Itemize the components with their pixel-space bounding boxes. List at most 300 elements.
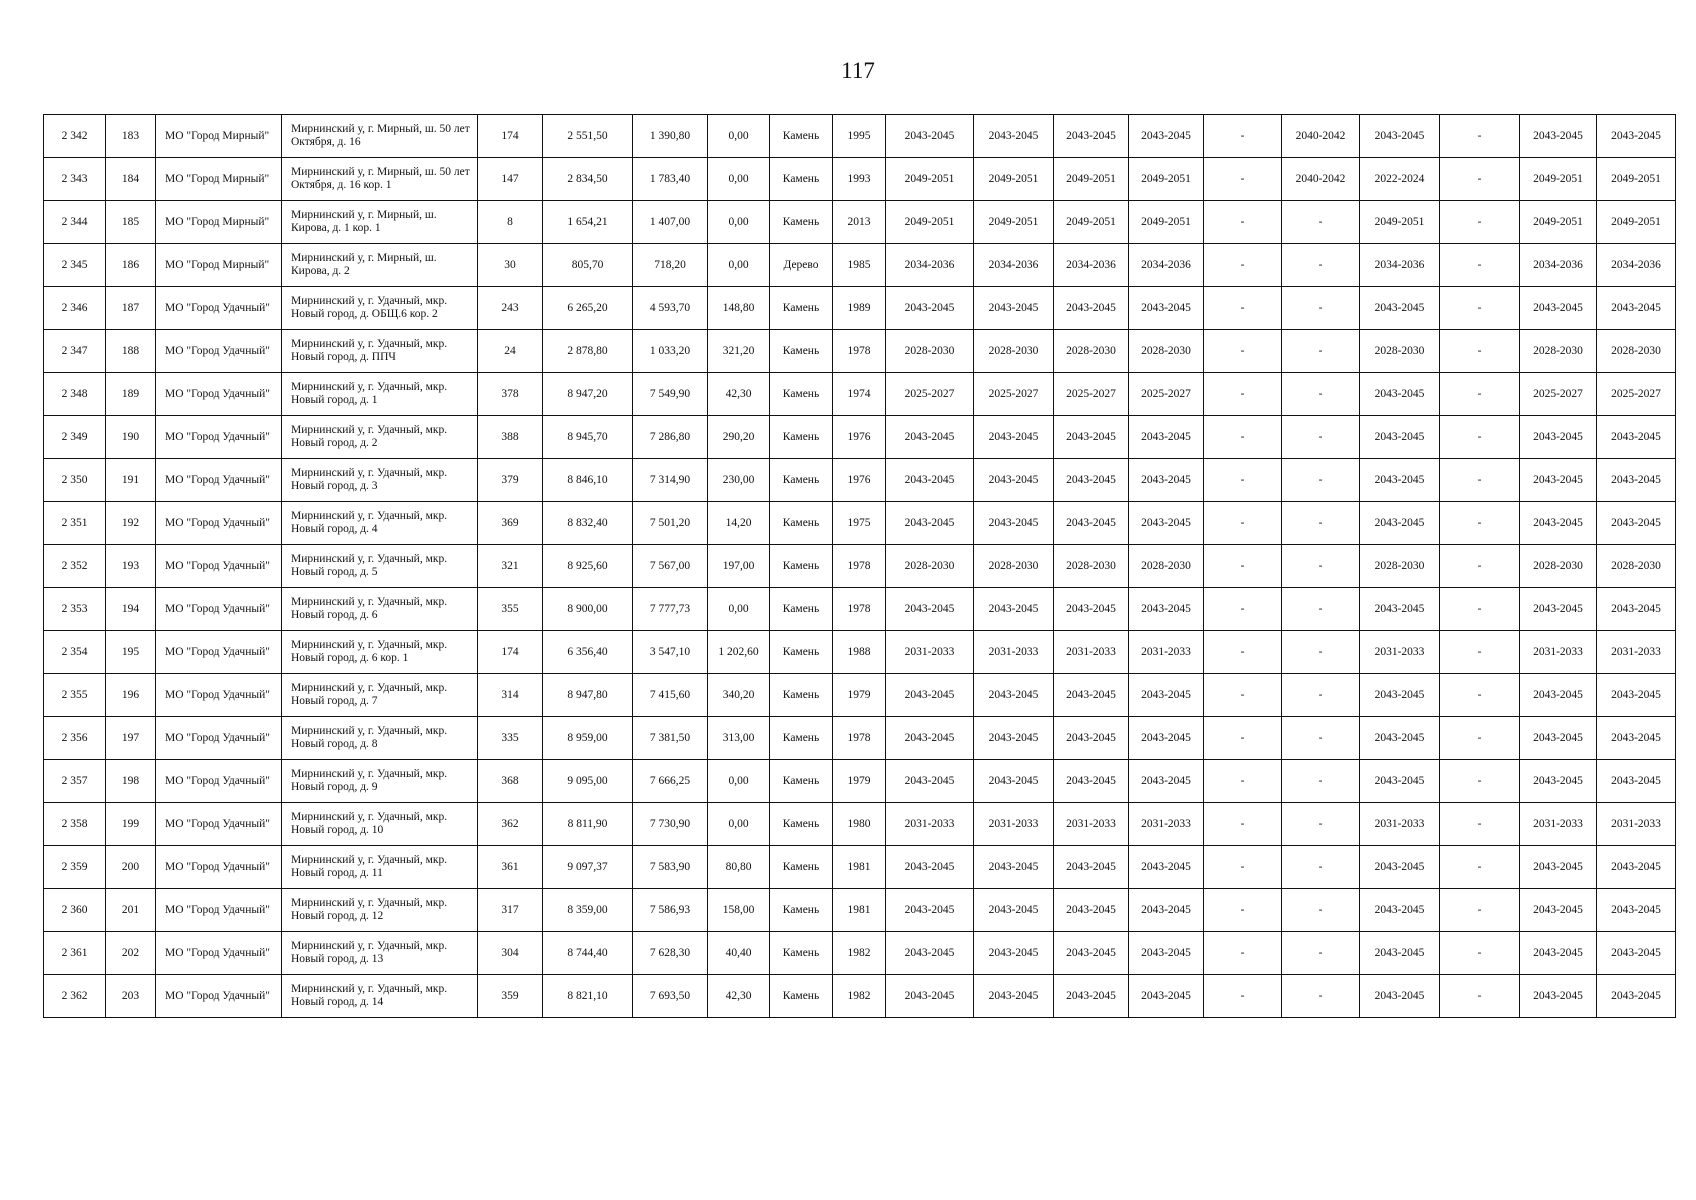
- housing-register-table: [43, 114, 1676, 1018]
- cell-residents: 335: [478, 717, 543, 760]
- cell-address: Мирнинский у, г. Удачный, мкр. Новый город, д. 6: [282, 588, 478, 631]
- cell-address: Мирнинский у, г. Удачный, мкр. Новый город, д. 10: [282, 803, 478, 846]
- cell-period-1: 2034-2036: [886, 244, 974, 287]
- cell-record-number: 2 346: [44, 287, 106, 330]
- cell-nonresidential-area: 0,00: [708, 803, 770, 846]
- cell-address: Мирнинский у, г. Удачный, мкр. Новый город, д. ППЧ: [282, 330, 478, 373]
- cell-period-9: 2043-2045: [1520, 846, 1597, 889]
- cell-period-8: -: [1440, 803, 1520, 846]
- cell-period-9: 2025-2027: [1520, 373, 1597, 416]
- cell-period-5: -: [1204, 115, 1282, 158]
- cell-period-2: 2025-2027: [974, 373, 1054, 416]
- cell-residents: 359: [478, 975, 543, 1018]
- cell-period-7: 2043-2045: [1360, 846, 1440, 889]
- cell-period-3: 2043-2045: [1054, 760, 1129, 803]
- cell-residents: 24: [478, 330, 543, 373]
- cell-period-4: 2043-2045: [1129, 975, 1204, 1018]
- cell-period-6: -: [1282, 502, 1360, 545]
- cell-period-3: 2043-2045: [1054, 889, 1129, 932]
- cell-period-4: 2043-2045: [1129, 674, 1204, 717]
- cell-wall-material: Камень: [770, 760, 833, 803]
- cell-nonresidential-area: 42,30: [708, 975, 770, 1018]
- cell-year-built: 1981: [833, 889, 886, 932]
- cell-period-3: 2043-2045: [1054, 588, 1129, 631]
- cell-period-8: -: [1440, 760, 1520, 803]
- cell-residents: 379: [478, 459, 543, 502]
- table-row: [44, 760, 1676, 803]
- cell-period-6: -: [1282, 588, 1360, 631]
- cell-period-6: -: [1282, 459, 1360, 502]
- cell-record-number: 2 362: [44, 975, 106, 1018]
- cell-period-2: 2043-2045: [974, 975, 1054, 1018]
- cell-period-2: 2043-2045: [974, 502, 1054, 545]
- cell-period-1: 2043-2045: [886, 889, 974, 932]
- cell-year-built: 2013: [833, 201, 886, 244]
- cell-period-5: -: [1204, 932, 1282, 975]
- cell-nonresidential-area: 0,00: [708, 244, 770, 287]
- cell-period-4: 2043-2045: [1129, 760, 1204, 803]
- cell-record-number: 2 357: [44, 760, 106, 803]
- cell-residents: 174: [478, 115, 543, 158]
- cell-period-5: -: [1204, 588, 1282, 631]
- cell-residents: 368: [478, 760, 543, 803]
- cell-total-area: 2 878,80: [543, 330, 633, 373]
- cell-local-number: 191: [106, 459, 156, 502]
- cell-nonresidential-area: 313,00: [708, 717, 770, 760]
- cell-period-5: -: [1204, 717, 1282, 760]
- cell-year-built: 1982: [833, 975, 886, 1018]
- cell-period-9: 2043-2045: [1520, 932, 1597, 975]
- cell-record-number: 2 356: [44, 717, 106, 760]
- cell-period-10: 2028-2030: [1597, 545, 1676, 588]
- cell-wall-material: Камень: [770, 674, 833, 717]
- cell-period-7: 2043-2045: [1360, 502, 1440, 545]
- cell-living-area: 7 777,73: [633, 588, 708, 631]
- cell-municipality: МО "Город Удачный": [156, 287, 282, 330]
- table-row: [44, 631, 1676, 674]
- cell-record-number: 2 358: [44, 803, 106, 846]
- cell-period-4: 2049-2051: [1129, 201, 1204, 244]
- cell-period-6: -: [1282, 545, 1360, 588]
- cell-period-7: 2049-2051: [1360, 201, 1440, 244]
- cell-municipality: МО "Город Удачный": [156, 545, 282, 588]
- cell-period-1: 2043-2045: [886, 932, 974, 975]
- cell-municipality: МО "Город Удачный": [156, 502, 282, 545]
- cell-period-8: -: [1440, 244, 1520, 287]
- cell-local-number: 194: [106, 588, 156, 631]
- cell-nonresidential-area: 197,00: [708, 545, 770, 588]
- cell-period-8: -: [1440, 545, 1520, 588]
- cell-period-10: 2049-2051: [1597, 158, 1676, 201]
- cell-period-8: -: [1440, 502, 1520, 545]
- cell-nonresidential-area: 0,00: [708, 760, 770, 803]
- cell-living-area: 7 666,25: [633, 760, 708, 803]
- cell-period-7: 2031-2033: [1360, 803, 1440, 846]
- cell-period-5: -: [1204, 889, 1282, 932]
- table-row: [44, 674, 1676, 717]
- cell-total-area: 9 095,00: [543, 760, 633, 803]
- cell-period-6: -: [1282, 330, 1360, 373]
- cell-period-9: 2043-2045: [1520, 459, 1597, 502]
- cell-period-3: 2043-2045: [1054, 115, 1129, 158]
- cell-period-4: 2043-2045: [1129, 287, 1204, 330]
- cell-period-7: 2043-2045: [1360, 373, 1440, 416]
- cell-period-2: 2043-2045: [974, 932, 1054, 975]
- cell-address: Мирнинский у, г. Удачный, мкр. Новый город, д. 9: [282, 760, 478, 803]
- cell-period-1: 2031-2033: [886, 803, 974, 846]
- cell-period-4: 2031-2033: [1129, 631, 1204, 674]
- cell-period-5: -: [1204, 244, 1282, 287]
- cell-total-area: 1 654,21: [543, 201, 633, 244]
- cell-period-3: 2043-2045: [1054, 674, 1129, 717]
- cell-period-8: -: [1440, 459, 1520, 502]
- cell-year-built: 1978: [833, 717, 886, 760]
- cell-period-2: 2043-2045: [974, 459, 1054, 502]
- cell-local-number: 201: [106, 889, 156, 932]
- cell-municipality: МО "Город Удачный": [156, 975, 282, 1018]
- cell-period-9: 2028-2030: [1520, 330, 1597, 373]
- cell-period-2: 2043-2045: [974, 416, 1054, 459]
- cell-period-6: -: [1282, 631, 1360, 674]
- cell-period-3: 2043-2045: [1054, 502, 1129, 545]
- cell-address: Мирнинский у, г. Удачный, мкр. Новый город, д. 11: [282, 846, 478, 889]
- cell-municipality: МО "Город Удачный": [156, 373, 282, 416]
- cell-residents: 8: [478, 201, 543, 244]
- cell-residents: 243: [478, 287, 543, 330]
- cell-period-5: -: [1204, 201, 1282, 244]
- table-row: [44, 158, 1676, 201]
- cell-living-area: 7 586,93: [633, 889, 708, 932]
- cell-wall-material: Камень: [770, 373, 833, 416]
- cell-period-6: -: [1282, 846, 1360, 889]
- cell-period-4: 2043-2045: [1129, 115, 1204, 158]
- cell-record-number: 2 353: [44, 588, 106, 631]
- cell-period-1: 2028-2030: [886, 545, 974, 588]
- cell-period-9: 2031-2033: [1520, 631, 1597, 674]
- cell-period-5: -: [1204, 459, 1282, 502]
- cell-living-area: 7 549,90: [633, 373, 708, 416]
- cell-living-area: 7 583,90: [633, 846, 708, 889]
- cell-period-3: 2043-2045: [1054, 287, 1129, 330]
- table-row: [44, 330, 1676, 373]
- register-body: [44, 115, 1676, 1018]
- cell-period-3: 2031-2033: [1054, 803, 1129, 846]
- cell-residents: 30: [478, 244, 543, 287]
- cell-total-area: 8 959,00: [543, 717, 633, 760]
- cell-period-6: 2040-2042: [1282, 158, 1360, 201]
- cell-period-1: 2043-2045: [886, 502, 974, 545]
- cell-record-number: 2 359: [44, 846, 106, 889]
- cell-municipality: МО "Город Удачный": [156, 459, 282, 502]
- cell-period-8: -: [1440, 287, 1520, 330]
- cell-total-area: 8 947,20: [543, 373, 633, 416]
- cell-address: Мирнинский у, г. Удачный, мкр. Новый город, д. 14: [282, 975, 478, 1018]
- cell-period-7: 2043-2045: [1360, 889, 1440, 932]
- cell-period-4: 2049-2051: [1129, 158, 1204, 201]
- cell-period-6: 2040-2042: [1282, 115, 1360, 158]
- cell-wall-material: Камень: [770, 631, 833, 674]
- cell-period-3: 2049-2051: [1054, 201, 1129, 244]
- cell-period-3: 2043-2045: [1054, 717, 1129, 760]
- table-row: [44, 588, 1676, 631]
- cell-living-area: 7 501,20: [633, 502, 708, 545]
- cell-period-7: 2043-2045: [1360, 588, 1440, 631]
- cell-living-area: 7 286,80: [633, 416, 708, 459]
- cell-period-10: 2043-2045: [1597, 459, 1676, 502]
- cell-period-4: 2028-2030: [1129, 330, 1204, 373]
- cell-period-4: 2034-2036: [1129, 244, 1204, 287]
- cell-nonresidential-area: 0,00: [708, 588, 770, 631]
- cell-period-2: 2049-2051: [974, 158, 1054, 201]
- cell-municipality: МО "Город Удачный": [156, 588, 282, 631]
- cell-residents: 355: [478, 588, 543, 631]
- cell-period-4: 2043-2045: [1129, 717, 1204, 760]
- cell-address: Мирнинский у, г. Удачный, мкр. Новый город, д. 13: [282, 932, 478, 975]
- cell-nonresidential-area: 321,20: [708, 330, 770, 373]
- cell-total-area: 6 356,40: [543, 631, 633, 674]
- cell-period-9: 2043-2045: [1520, 588, 1597, 631]
- cell-record-number: 2 348: [44, 373, 106, 416]
- cell-period-5: -: [1204, 287, 1282, 330]
- cell-residents: 362: [478, 803, 543, 846]
- cell-period-8: -: [1440, 588, 1520, 631]
- cell-period-3: 2043-2045: [1054, 459, 1129, 502]
- housing-register-table-wrap: [43, 114, 1675, 1018]
- cell-period-9: 2043-2045: [1520, 889, 1597, 932]
- cell-municipality: МО "Город Удачный": [156, 330, 282, 373]
- cell-local-number: 190: [106, 416, 156, 459]
- cell-wall-material: Камень: [770, 975, 833, 1018]
- cell-period-3: 2025-2027: [1054, 373, 1129, 416]
- cell-period-5: -: [1204, 545, 1282, 588]
- table-row: [44, 201, 1676, 244]
- cell-nonresidential-area: 80,80: [708, 846, 770, 889]
- cell-period-4: 2043-2045: [1129, 889, 1204, 932]
- cell-period-10: 2031-2033: [1597, 803, 1676, 846]
- cell-year-built: 1995: [833, 115, 886, 158]
- cell-residents: 321: [478, 545, 543, 588]
- cell-municipality: МО "Город Удачный": [156, 803, 282, 846]
- cell-period-6: -: [1282, 674, 1360, 717]
- cell-nonresidential-area: 1 202,60: [708, 631, 770, 674]
- cell-period-1: 2031-2033: [886, 631, 974, 674]
- cell-living-area: 7 415,60: [633, 674, 708, 717]
- cell-year-built: 1989: [833, 287, 886, 330]
- cell-residents: 388: [478, 416, 543, 459]
- cell-local-number: 193: [106, 545, 156, 588]
- cell-period-7: 2028-2030: [1360, 545, 1440, 588]
- cell-period-7: 2043-2045: [1360, 287, 1440, 330]
- cell-period-8: -: [1440, 115, 1520, 158]
- cell-period-10: 2043-2045: [1597, 115, 1676, 158]
- cell-period-2: 2043-2045: [974, 889, 1054, 932]
- cell-wall-material: Камень: [770, 287, 833, 330]
- cell-period-3: 2043-2045: [1054, 846, 1129, 889]
- cell-year-built: 1978: [833, 588, 886, 631]
- cell-period-4: 2031-2033: [1129, 803, 1204, 846]
- cell-period-7: 2028-2030: [1360, 330, 1440, 373]
- table-row: [44, 545, 1676, 588]
- cell-local-number: 197: [106, 717, 156, 760]
- cell-period-2: 2043-2045: [974, 717, 1054, 760]
- cell-period-10: 2043-2045: [1597, 975, 1676, 1018]
- cell-year-built: 1974: [833, 373, 886, 416]
- cell-living-area: 7 693,50: [633, 975, 708, 1018]
- table-row: [44, 846, 1676, 889]
- cell-wall-material: Дерево: [770, 244, 833, 287]
- cell-period-7: 2034-2036: [1360, 244, 1440, 287]
- cell-year-built: 1976: [833, 459, 886, 502]
- cell-period-8: -: [1440, 846, 1520, 889]
- cell-total-area: 8 947,80: [543, 674, 633, 717]
- cell-period-7: 2031-2033: [1360, 631, 1440, 674]
- cell-local-number: 198: [106, 760, 156, 803]
- cell-municipality: МО "Город Мирный": [156, 244, 282, 287]
- cell-year-built: 1979: [833, 674, 886, 717]
- cell-period-1: 2043-2045: [886, 760, 974, 803]
- cell-year-built: 1975: [833, 502, 886, 545]
- cell-nonresidential-area: 148,80: [708, 287, 770, 330]
- cell-total-area: 8 846,10: [543, 459, 633, 502]
- cell-living-area: 7 381,50: [633, 717, 708, 760]
- cell-period-9: 2043-2045: [1520, 760, 1597, 803]
- cell-period-2: 2034-2036: [974, 244, 1054, 287]
- cell-period-7: 2043-2045: [1360, 717, 1440, 760]
- cell-wall-material: Камень: [770, 115, 833, 158]
- cell-period-3: 2031-2033: [1054, 631, 1129, 674]
- cell-municipality: МО "Город Мирный": [156, 115, 282, 158]
- cell-living-area: 7 314,90: [633, 459, 708, 502]
- cell-period-9: 2043-2045: [1520, 115, 1597, 158]
- cell-municipality: МО "Город Удачный": [156, 889, 282, 932]
- cell-period-1: 2049-2051: [886, 201, 974, 244]
- cell-period-8: -: [1440, 373, 1520, 416]
- cell-period-10: 2043-2045: [1597, 674, 1676, 717]
- cell-total-area: 8 832,40: [543, 502, 633, 545]
- cell-local-number: 187: [106, 287, 156, 330]
- cell-local-number: 183: [106, 115, 156, 158]
- cell-nonresidential-area: 158,00: [708, 889, 770, 932]
- cell-period-7: 2043-2045: [1360, 932, 1440, 975]
- cell-period-10: 2043-2045: [1597, 717, 1676, 760]
- cell-wall-material: Камень: [770, 803, 833, 846]
- cell-address: Мирнинский у, г. Мирный, ш. 50 лет Октября, д. 16: [282, 115, 478, 158]
- cell-total-area: 805,70: [543, 244, 633, 287]
- cell-wall-material: Камень: [770, 846, 833, 889]
- cell-year-built: 1980: [833, 803, 886, 846]
- cell-period-1: 2049-2051: [886, 158, 974, 201]
- cell-period-6: -: [1282, 803, 1360, 846]
- cell-period-1: 2025-2027: [886, 373, 974, 416]
- cell-record-number: 2 343: [44, 158, 106, 201]
- cell-nonresidential-area: 42,30: [708, 373, 770, 416]
- cell-period-1: 2043-2045: [886, 115, 974, 158]
- cell-address: Мирнинский у, г. Удачный, мкр. Новый город, д. 4: [282, 502, 478, 545]
- cell-period-4: 2028-2030: [1129, 545, 1204, 588]
- cell-period-10: 2043-2045: [1597, 889, 1676, 932]
- cell-wall-material: Камень: [770, 158, 833, 201]
- cell-period-7: 2022-2024: [1360, 158, 1440, 201]
- cell-period-10: 2043-2045: [1597, 932, 1676, 975]
- cell-total-area: 9 097,37: [543, 846, 633, 889]
- cell-municipality: МО "Город Удачный": [156, 932, 282, 975]
- cell-period-3: 2028-2030: [1054, 545, 1129, 588]
- cell-residents: 147: [478, 158, 543, 201]
- cell-wall-material: Камень: [770, 545, 833, 588]
- cell-period-9: 2043-2045: [1520, 287, 1597, 330]
- cell-period-9: 2043-2045: [1520, 502, 1597, 545]
- cell-municipality: МО "Город Удачный": [156, 674, 282, 717]
- cell-period-8: -: [1440, 717, 1520, 760]
- cell-period-2: 2031-2033: [974, 803, 1054, 846]
- cell-period-8: -: [1440, 932, 1520, 975]
- cell-local-number: 185: [106, 201, 156, 244]
- cell-period-7: 2043-2045: [1360, 459, 1440, 502]
- cell-period-1: 2043-2045: [886, 459, 974, 502]
- cell-total-area: 8 945,70: [543, 416, 633, 459]
- cell-address: Мирнинский у, г. Удачный, мкр. Новый город, д. 1: [282, 373, 478, 416]
- cell-nonresidential-area: 290,20: [708, 416, 770, 459]
- cell-period-5: -: [1204, 416, 1282, 459]
- cell-period-7: 2043-2045: [1360, 416, 1440, 459]
- cell-nonresidential-area: 40,40: [708, 932, 770, 975]
- cell-period-10: 2043-2045: [1597, 588, 1676, 631]
- cell-year-built: 1979: [833, 760, 886, 803]
- cell-period-10: 2043-2045: [1597, 502, 1676, 545]
- cell-municipality: МО "Город Удачный": [156, 846, 282, 889]
- cell-municipality: МО "Город Удачный": [156, 717, 282, 760]
- cell-total-area: 8 744,40: [543, 932, 633, 975]
- cell-period-5: -: [1204, 631, 1282, 674]
- cell-address: Мирнинский у, г. Удачный, мкр. Новый город, д. 2: [282, 416, 478, 459]
- cell-period-1: 2043-2045: [886, 287, 974, 330]
- cell-period-10: 2028-2030: [1597, 330, 1676, 373]
- cell-period-9: 2028-2030: [1520, 545, 1597, 588]
- cell-local-number: 189: [106, 373, 156, 416]
- cell-period-8: -: [1440, 674, 1520, 717]
- cell-period-5: -: [1204, 803, 1282, 846]
- cell-residents: 314: [478, 674, 543, 717]
- cell-record-number: 2 354: [44, 631, 106, 674]
- cell-wall-material: Камень: [770, 459, 833, 502]
- cell-residents: 304: [478, 932, 543, 975]
- cell-period-6: -: [1282, 760, 1360, 803]
- cell-record-number: 2 350: [44, 459, 106, 502]
- table-row: [44, 244, 1676, 287]
- cell-period-7: 2043-2045: [1360, 760, 1440, 803]
- cell-address: Мирнинский у, г. Мирный, ш. Кирова, д. 2: [282, 244, 478, 287]
- cell-year-built: 1982: [833, 932, 886, 975]
- cell-period-3: 2043-2045: [1054, 975, 1129, 1018]
- cell-living-area: 1 407,00: [633, 201, 708, 244]
- cell-period-3: 2043-2045: [1054, 416, 1129, 459]
- cell-nonresidential-area: 0,00: [708, 158, 770, 201]
- cell-period-8: -: [1440, 889, 1520, 932]
- cell-total-area: 2 834,50: [543, 158, 633, 201]
- cell-period-10: 2043-2045: [1597, 416, 1676, 459]
- cell-period-7: 2043-2045: [1360, 115, 1440, 158]
- cell-period-8: -: [1440, 631, 1520, 674]
- cell-period-5: -: [1204, 373, 1282, 416]
- page-number: 117: [841, 58, 875, 83]
- cell-address: Мирнинский у, г. Удачный, мкр. Новый город, д. 8: [282, 717, 478, 760]
- cell-record-number: 2 360: [44, 889, 106, 932]
- cell-living-area: 718,20: [633, 244, 708, 287]
- cell-address: Мирнинский у, г. Удачный, мкр. Новый город, д. 3: [282, 459, 478, 502]
- table-row: [44, 717, 1676, 760]
- cell-total-area: 8 811,90: [543, 803, 633, 846]
- cell-residents: 378: [478, 373, 543, 416]
